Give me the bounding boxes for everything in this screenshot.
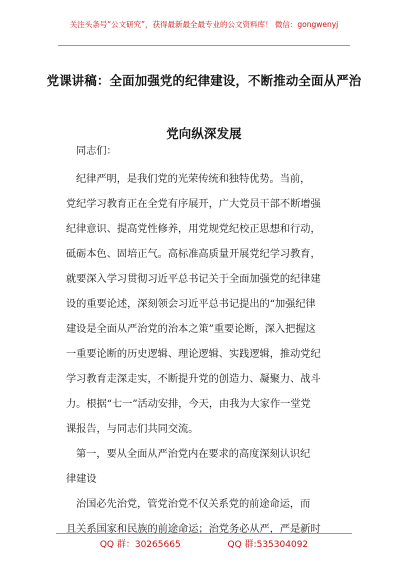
body-line: 同志们： bbox=[76, 146, 117, 157]
body-line: 纪律意识、提高党性修养，用党规党纪校正思想和行动， bbox=[66, 224, 321, 235]
body-line: 学习教育走深走实，不断提升党的创造力、凝聚力、战斗 bbox=[66, 374, 321, 385]
body-line: 建设是全面从严治党的治本之策”重要论断，深入把握这 bbox=[66, 324, 316, 335]
header-banner: 关注头条号“公文研究”，获得最新最全最专业的公文资料库！ 微信：gongwenyj bbox=[69, 20, 339, 29]
document-title-line-1: 党课讲稿：全面加强党的纪律建设，不断推动全面从严治 bbox=[46, 73, 362, 88]
body-line: 党纪学习教育正在全党有序展开，广大党员干部不断增强 bbox=[66, 199, 321, 210]
document-title-line-2: 党向纵深发展 bbox=[166, 126, 242, 141]
body-line: 律建设 bbox=[66, 474, 97, 485]
body-line: 治国必先治党，管党治党不仅关系党的前途命运，而 bbox=[76, 499, 311, 510]
body-line: 且关系国家和民族的前途命运；治党务必从严，严是新时 bbox=[66, 524, 321, 535]
header-divider bbox=[58, 45, 350, 46]
body-line: 第一，要从全面从严治党内在要求的高度深刻认识纪 bbox=[76, 449, 311, 460]
footer-contacts bbox=[0, 537, 408, 550]
body-line: 课报告，与同志们共同交流。 bbox=[66, 424, 199, 435]
body-line: 纪律严明，是我们党的光荣传统和独特优势。当前， bbox=[76, 174, 311, 185]
footer-qq-group-2: QQ 群:535304092 bbox=[227, 540, 309, 550]
body-line: 力。根据“七一”活动安排，今天，由我为大家作一堂党 bbox=[66, 399, 311, 410]
body-line: 就要深入学习贯彻习近平总书记关于全面加强党的纪律建 bbox=[66, 274, 321, 285]
body-line: 设的重要论述，深刻领会习近平总书记提出的“加强纪律 bbox=[66, 299, 316, 310]
body-line: 一重要论断的历史逻辑、理论逻辑、实践逻辑，推动党纪 bbox=[66, 349, 321, 360]
footer-qq-group-1: QQ 群：30265665 bbox=[99, 540, 181, 550]
footer-divider bbox=[56, 533, 352, 534]
body-line: 砥砺本色、固培正气。高标准高质量开展党纪学习教育， bbox=[66, 249, 321, 260]
